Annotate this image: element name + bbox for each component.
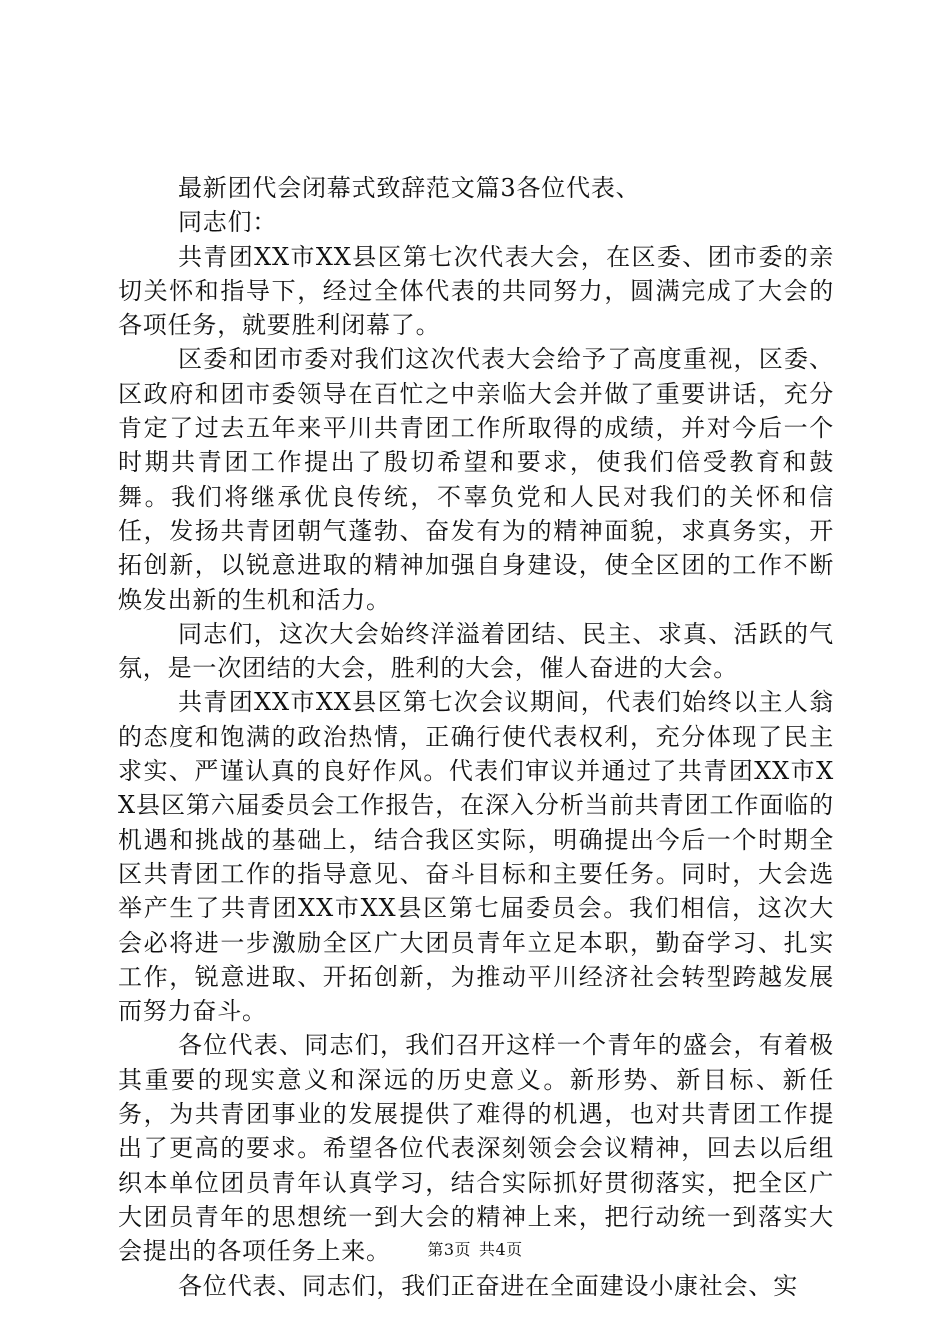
paragraph-3: 同志们，这次大会始终洋溢着团结、民主、求真、活跃的气氛，是一次团结的大会，胜利的大会，催人奋进的大会。 bbox=[118, 619, 834, 683]
page-number-total: 共4页 bbox=[479, 1240, 523, 1259]
paragraph-4: 共青团XX市XX县区第七次会议期间，代表们始终以主人翁的态度和饱满的政治热情，正确行使代表权利，充分体现了民主求实、严谨认真的良好作风。代表们审议并通过了共青团XX市XX县区第六届委员会工作报告，在深入分析当前共青团工作面临的机遇和挑战的基础上，结合我区实际，明确提出今后一个时期全区共青团工作的指导意见、奋斗目标和主要任务。同时，大会选举产生了共青团XX市XX县区第七届委员会。我们相信，这次大会必将进一步激励全区广大团员青年立足本职，勤奋学习、扎实工作，锐意进取、开拓创新，为推动平川经济社会转型跨越发展而努力奋斗。 bbox=[118, 688, 834, 1026]
page-footer bbox=[0, 1240, 950, 1260]
paragraph-salutation: 同志们： bbox=[178, 208, 278, 237]
paragraph-1: 共青团XX市XX县区第七次代表大会，在区委、团市委的亲切关怀和指导下，经过全体代表的共同努力，圆满完成了大会的各项任务，就要胜利闭幕了。 bbox=[118, 242, 834, 340]
page-number-current: 第3页 bbox=[427, 1240, 471, 1259]
paragraph-2: 区委和团市委对我们这次代表大会给予了高度重视，区委、区政府和团市委领导在百忙之中亲临大会并做了重要讲话，充分肯定了过去五年来平川共青团工作所取得的成绩，并对今后一个时期共青团工作提出了殷切希望和要求，使我们倍受教育和鼓舞。我们将继承优良传统，不辜负党和人民对我们的关怀和信任，发扬共青团朝气蓬勃、奋发有为的精神面貌，求真务实，开拓创新，以锐意进取的精神加强自身建设，使全区团的工作不断焕发出新的生机和活力。 bbox=[118, 345, 834, 614]
paragraph-6: 各位代表、同志们，我们正奋进在全面建设小康社会、实 bbox=[178, 1271, 798, 1300]
paragraph-title-line: 最新团代会闭幕式致辞范文篇3各位代表、 bbox=[178, 174, 641, 202]
paragraph-5: 各位代表、同志们，我们召开这样一个青年的盛会，有着极其重要的现实意义和深远的历史意义。新形势、新目标、新任务，为共青团事业的发展提供了难得的机遇，也对共青团工作提出了更高的要求。希望各位代表深刻领会会议精神，回去以后组织本单位团员青年认真学习，结合实际抓好贯彻落实，把全区广大团员青年的思想统一到大会的精神上来，把行动统一到落实大会提出的各项任务上来。 bbox=[118, 1031, 834, 1266]
document-body bbox=[118, 171, 834, 1303]
